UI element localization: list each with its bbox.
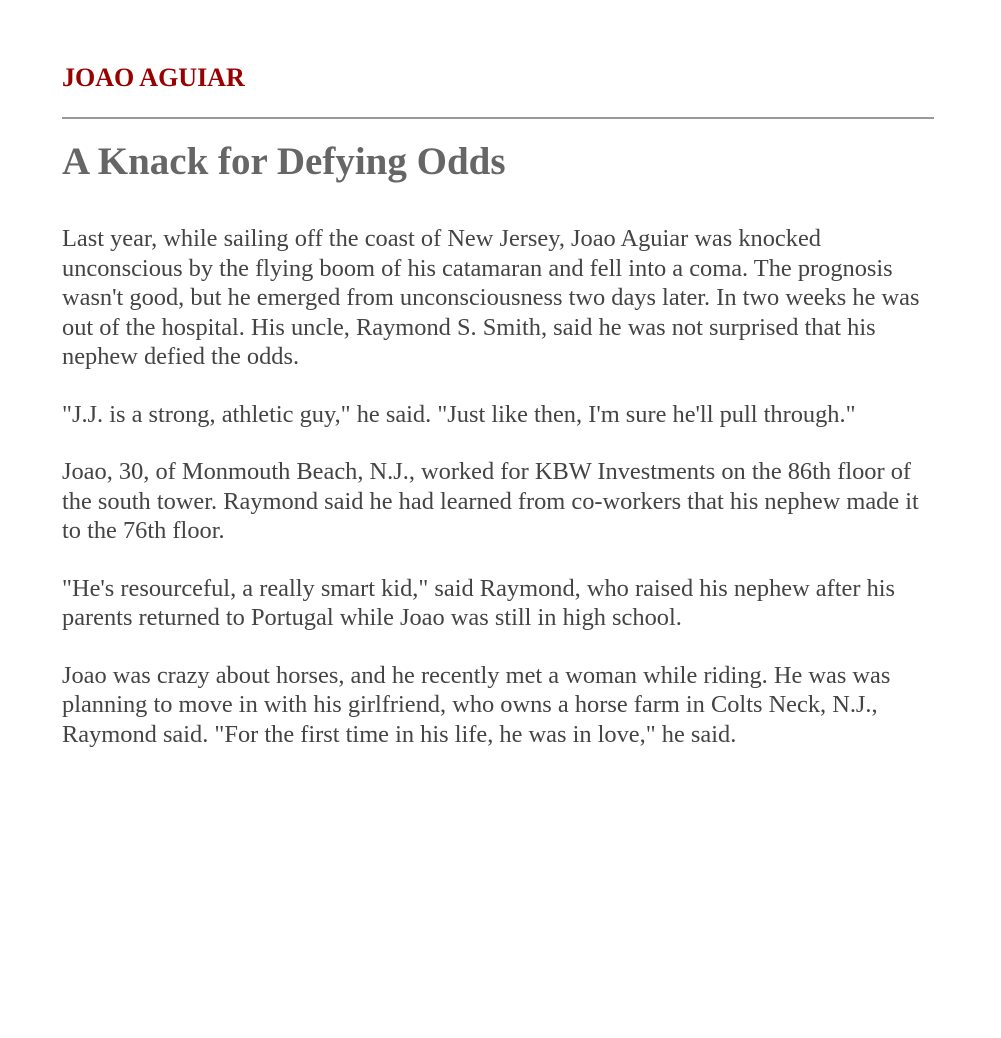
article-paragraph: Joao was crazy about horses, and he recently met a woman while riding. He was was planning to move in with his girlfriend, who owns a horse farm in Colts Neck, N.J., Raymond said. "For the first time in his life, he was in love," he said. <box>62 661 891 748</box>
article-paragraph: "J.J. is a strong, athletic guy," he said. "Just like then, I'm sure he'll pull through." <box>62 400 856 428</box>
article-kicker: JOAO AGUIAR <box>62 63 245 92</box>
divider-rule <box>62 117 934 119</box>
article-paragraph: Last year, while sailing off the coast of New Jersey, Joao Aguiar was knocked unconscious by the flying boom of his catamaran and fell into a coma. The prognosis wasn't good, but he emerged from unconsciousness two days later. In two weeks he was out of the hospital. His uncle, Raymond S. Smith, said he was not surprised that his nephew defied the odds. <box>62 225 920 370</box>
article-paragraph: Joao, 30, of Monmouth Beach, N.J., worked for KBW Investments on the 86th floor of the south tower. Raymond said he had learned from co-workers that his nephew made it to the 76th floor. <box>62 458 919 544</box>
article-paragraph: "He's resourceful, a really smart kid," said Raymond, who raised his nephew after his parents returned to Portugal while Joao was still in high school. <box>62 574 896 631</box>
article-body <box>62 224 934 777</box>
article-headline: A Knack for Defying Odds <box>62 140 506 183</box>
